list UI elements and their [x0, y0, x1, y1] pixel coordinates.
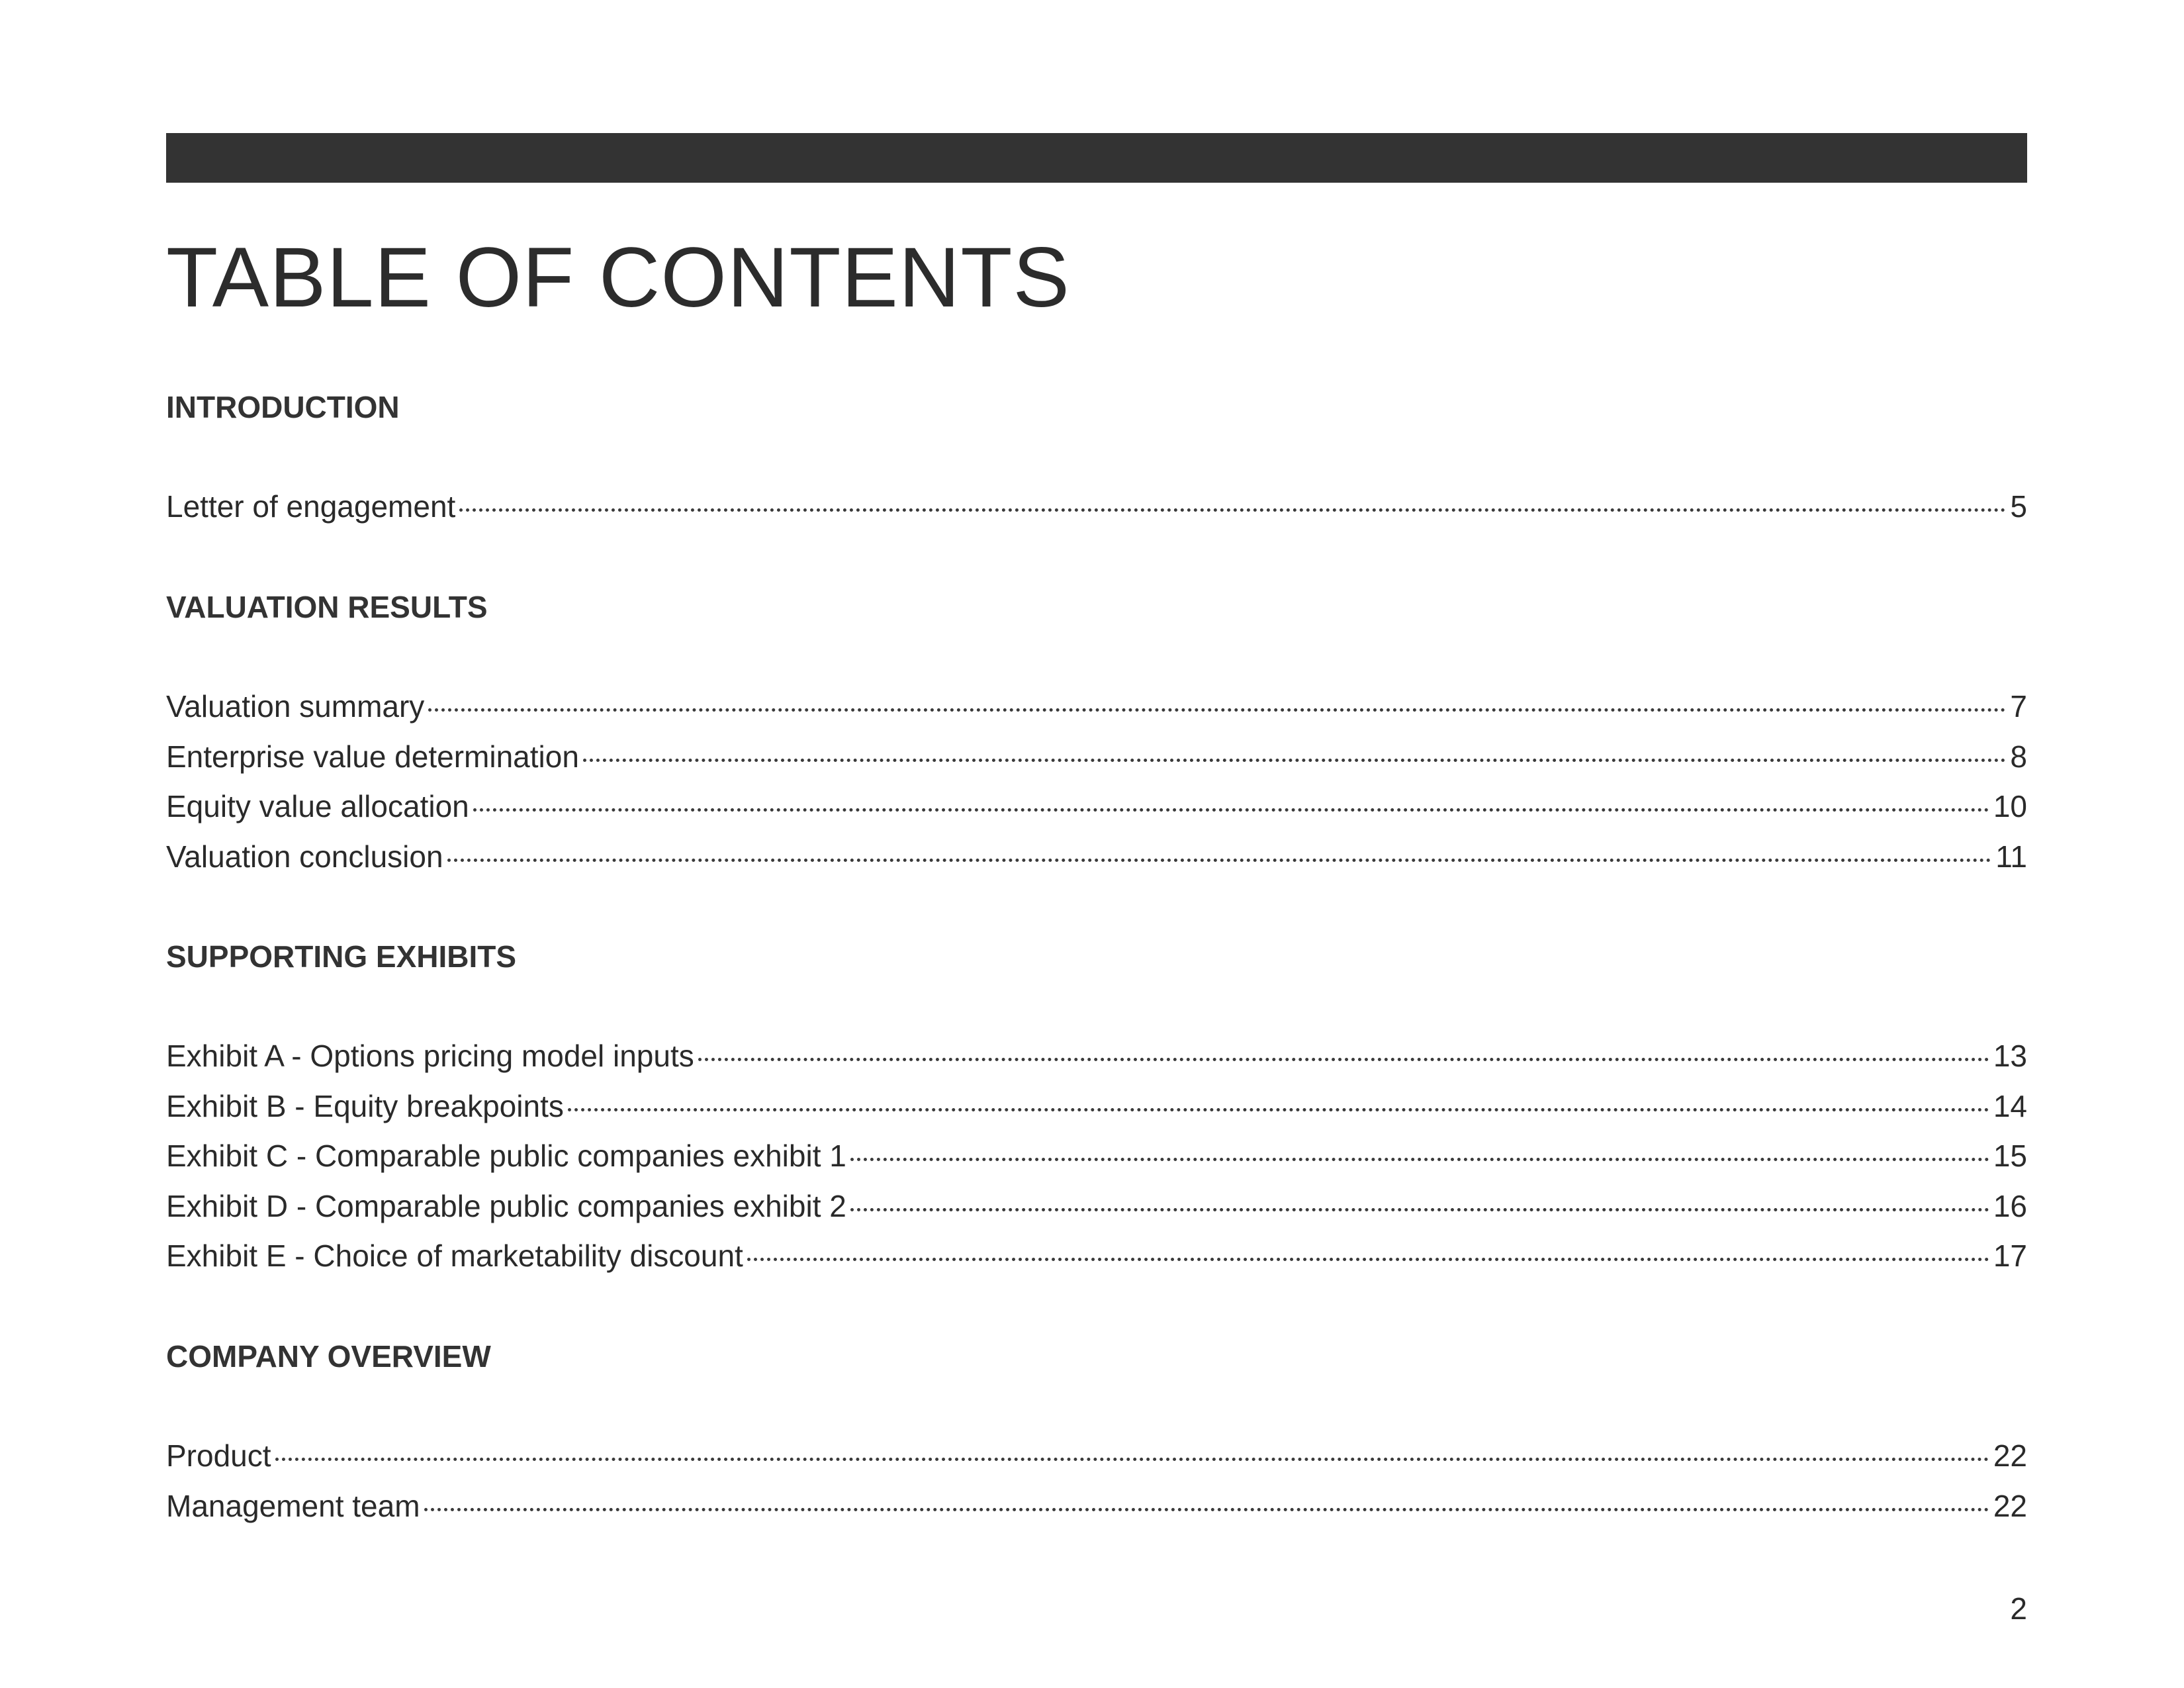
entry-label: Valuation conclusion	[166, 839, 443, 874]
entry-label: Product	[166, 1438, 271, 1473]
dot-leader	[850, 1158, 1989, 1161]
toc-entry[interactable]	[166, 487, 2027, 537]
page-title: TABLE OF CONTENTS	[166, 230, 1070, 325]
entry-page-number: 14	[1993, 1088, 2027, 1123]
toc-section-introduction	[166, 387, 2027, 524]
entry-page-number: 7	[2010, 689, 2027, 724]
dot-leader	[275, 1458, 1989, 1461]
entry-page-number: 5	[2010, 489, 2027, 524]
entry-label: Valuation summary	[166, 689, 425, 724]
entry-label: Enterprise value determination	[166, 739, 579, 774]
section-heading: INTRODUCTION	[166, 390, 400, 424]
toc-entry[interactable]	[166, 1136, 2027, 1186]
entry-list	[166, 487, 2027, 537]
entry-page-number: 13	[1993, 1039, 2027, 1073]
dot-leader	[850, 1208, 1989, 1211]
toc-entry[interactable]	[166, 1036, 2027, 1086]
dot-leader	[568, 1108, 1989, 1111]
toc-entry[interactable]	[166, 1086, 2027, 1137]
toc-section-supporting-exhibits	[166, 937, 2027, 1273]
entry-label: Equity value allocation	[166, 789, 469, 823]
page-number: 2	[2010, 1591, 2027, 1626]
toc-entry[interactable]	[166, 1236, 2027, 1286]
entry-label: Letter of engagement	[166, 489, 456, 524]
dot-leader	[698, 1058, 1989, 1061]
toc-entry[interactable]	[166, 686, 2027, 737]
dot-leader	[447, 859, 1992, 862]
toc-entry[interactable]	[166, 1436, 2027, 1486]
toc-entry[interactable]	[166, 786, 2027, 837]
dot-leader	[424, 1508, 1989, 1511]
section-heading: COMPANY OVERVIEW	[166, 1339, 491, 1374]
entry-label: Exhibit E - Choice of marketability discount	[166, 1239, 743, 1273]
section-heading: SUPPORTING EXHIBITS	[166, 939, 517, 974]
toc-section-company-overview	[166, 1336, 2027, 1523]
toc-section-valuation-results	[166, 587, 2027, 874]
toc-entry[interactable]	[166, 1486, 2027, 1536]
section-heading: VALUATION RESULTS	[166, 590, 488, 624]
entry-page-number: 22	[1993, 1488, 2027, 1523]
dot-leader	[747, 1258, 1989, 1261]
header-bar	[166, 133, 2027, 183]
entry-list	[166, 1036, 2027, 1286]
entry-page-number: 11	[1995, 839, 2027, 874]
entry-label: Exhibit D - Comparable public companies exhibit 2	[166, 1188, 846, 1223]
entry-list	[166, 686, 2027, 886]
entry-page-number: 22	[1993, 1438, 2027, 1473]
entry-label: Management team	[166, 1488, 420, 1523]
entry-label: Exhibit B - Equity breakpoints	[166, 1088, 564, 1123]
entry-page-number: 8	[2010, 739, 2027, 774]
dot-leader	[583, 759, 2007, 762]
dot-leader	[473, 808, 1989, 812]
entry-page-number: 10	[1993, 789, 2027, 823]
entry-page-number: 16	[1993, 1188, 2027, 1223]
toc-entry[interactable]	[166, 837, 2027, 887]
entry-label: Exhibit A - Options pricing model inputs	[166, 1039, 694, 1073]
dot-leader	[459, 508, 2006, 512]
toc-entry[interactable]	[166, 737, 2027, 787]
entry-page-number: 15	[1993, 1139, 2027, 1173]
entry-page-number: 17	[1993, 1239, 2027, 1273]
dot-leader	[428, 708, 2006, 712]
toc-entry[interactable]	[166, 1186, 2027, 1237]
entry-label: Exhibit C - Comparable public companies exhibit 1	[166, 1139, 846, 1173]
entry-list	[166, 1436, 2027, 1536]
